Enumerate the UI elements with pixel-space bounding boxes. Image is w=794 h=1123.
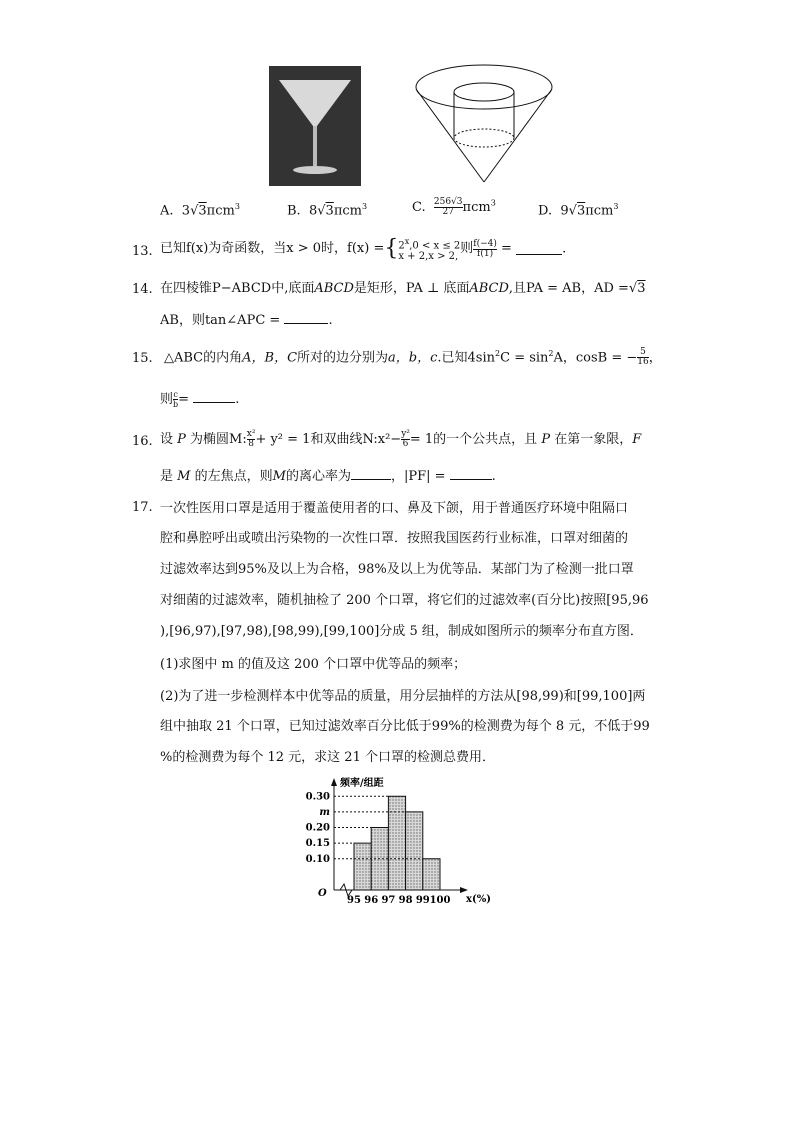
question-15-line1: △ABC的内角A，B，C所对的边分别为a，b，c.已知$4\sin^2C = \sin^2A$，cosB = − $\frac{5}{16}$ ， [164, 347, 662, 368]
question-15-number: 15. [132, 351, 153, 366]
option-b: B. 8√3πcm$^3$ [287, 202, 368, 219]
question-13-text: 已知f(x)为奇函数，当x > 0时，f(x) ={ $2^x,0 < x \le 2$ x + 2,x > 2, 则 $\frac{f(-4)}{f(1)}$ = . [160, 236, 567, 263]
histogram-bar [354, 843, 371, 890]
x-axis-label: x(%) [466, 894, 491, 905]
x-tick-label: 99 [415, 895, 430, 906]
y-tick-label: 0.30 [305, 791, 330, 803]
question-13-number: 13. [132, 244, 153, 259]
y-axis-arrow [331, 778, 337, 786]
answer-blank[interactable] [516, 244, 562, 255]
question-17-line: 组中抽取 21 个口罩，已知过滤效率百分比低于99%的检测费为每个 8 元，不低于99 [160, 719, 650, 734]
martini-glass-photo [269, 66, 361, 186]
histogram-bar [423, 859, 440, 890]
question-17-line: %的检测费为每个 12 元，求这 21 个口罩的检测总费用． [160, 750, 495, 765]
question-16-line1: 设 P 为椭圆M: $\frac{\text{x²}}{8}$ + y² = 1和双曲线N:x²− $\frac{\text{y²}}{6}$ = 1的一个公共点，且 P 在第一象限，F [160, 429, 642, 449]
answer-blank[interactable] [450, 469, 492, 480]
histogram-bar [406, 812, 423, 890]
answer-blank[interactable] [284, 313, 328, 324]
answer-blank[interactable] [351, 469, 391, 480]
option-d: D. 9√3πcm$^3$ [538, 202, 619, 219]
frequency-histogram [296, 772, 496, 912]
option-c: C. $\frac{256√3}{27}$ πcm$^3$ [412, 197, 496, 217]
y-axis-label: 频率/组距 [340, 778, 384, 789]
cone-cylinder-diagram [408, 62, 560, 186]
question-17-line: 过滤效率达到95%及以上为合格，98%及以上为优等品．某部门为了检测一批口罩 [160, 562, 634, 577]
y-tick-label: 0.20 [305, 822, 330, 834]
x-tick-label: 100 [429, 895, 451, 906]
question-17-line: 一次性医用口罩是适用于覆盖使用者的口、鼻及下颌，用于普通医疗环境中阻隔口 [160, 501, 629, 516]
question-17-line: 对细菌的过滤效率，随机抽检了 200 个口罩，将它们的过滤效率(百分比)按照[95,96 [160, 593, 649, 608]
question-16-line2: 是 M 的左焦点，则M的离心率为 ，|PF| = . [160, 469, 496, 484]
question-17-line: (1)求图中 m 的值及这 200 个口罩中优等品的频率； [160, 657, 467, 672]
x-tick-label: 96 [364, 895, 379, 906]
x-tick-label: 97 [381, 895, 396, 906]
origin-label: O [318, 888, 327, 899]
x-axis-arrow [460, 887, 468, 893]
question-14-line1: 在四棱锥P−ABCD中,底面ABCD是矩形，PA ⊥ 底面ABCD,且PA = AB，AD =√3 [160, 281, 646, 296]
y-tick-label: 0.10 [305, 853, 330, 865]
question-14-line2: AB，则tan∠APC = . [160, 313, 333, 328]
x-tick-label: 95 [347, 895, 361, 906]
question-14-number: 14. [132, 282, 153, 297]
x-tick-label: 98 [398, 895, 413, 906]
option-a: A. 3√3πcm$^3$ [160, 202, 240, 219]
question-17-line: ),[96,97),[97,98),[98,99),[99,100]分成 5 组，制成如图所示的频率分布直方图． [160, 624, 643, 639]
y-tick-label: m [319, 806, 330, 818]
question-17-line: (2)为了进一步检测样本中优等品的质量，用分层抽样的方法从[98,99)和[99,100]两 [160, 689, 646, 704]
y-tick-label: 0.15 [305, 838, 330, 850]
question-16-number: 16. [132, 434, 153, 449]
question-15-line2: 则 $\frac{c}{b}$ = . [160, 390, 240, 409]
question-17-line: 腔和鼻腔呼出或喷出污染物的一次性口罩．按照我国医药行业标准，口罩对细菌的 [160, 531, 629, 546]
answer-blank[interactable] [193, 392, 235, 403]
question-17-number: 17. [132, 500, 153, 515]
histogram-bar [388, 796, 405, 890]
